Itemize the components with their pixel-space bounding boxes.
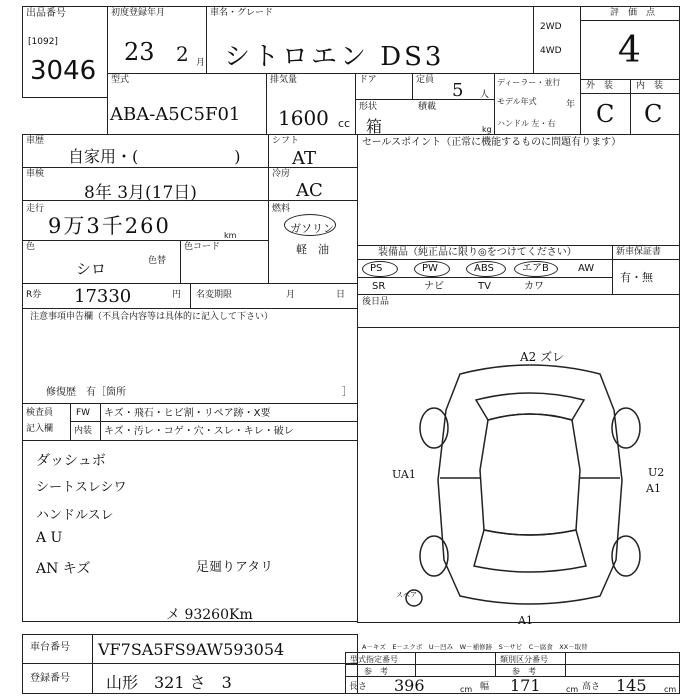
exterior-value: C <box>596 100 615 128</box>
inspector-label-1: 検査員 <box>26 408 54 418</box>
sales-point-box <box>357 134 680 246</box>
equip-leather: カワ <box>524 281 544 292</box>
class-ref-label: 参 考 <box>512 667 536 676</box>
fuel-label: 燃料 <box>272 204 291 214</box>
ac-label: 冷房 <box>272 169 291 179</box>
shape-value: 箱 <box>366 117 383 136</box>
interior-label: 内 装 <box>636 81 664 91</box>
door-label: ドア <box>359 75 377 85</box>
equip-aw: AW <box>578 263 595 274</box>
foot-note: 足廻りアタリ <box>196 560 274 575</box>
mileage-value: 9万3千260 <box>48 214 171 238</box>
rear-items-box <box>357 294 680 328</box>
length-label: 長さ <box>349 682 368 692</box>
diagram-top-mark: A2 ズレ <box>520 350 565 364</box>
ac-value: AC <box>296 180 323 201</box>
shift-label: シフト <box>272 136 300 146</box>
model-value: ABA-A5C5F01 <box>110 104 241 125</box>
equip-pw-circle <box>414 261 450 277</box>
r-value: 17330 <box>74 286 132 307</box>
diagram-left-mark: UA1 <box>392 468 416 481</box>
interior-value: C <box>644 100 663 128</box>
load-label: 積載 <box>418 102 437 112</box>
inspector-label-2: 記入欄 <box>26 424 54 434</box>
displacement-value: 1600 <box>278 106 329 130</box>
fw-label: FW <box>76 408 91 418</box>
hand-note-2: シートスレシワ <box>36 480 127 495</box>
warranty-label: 新車保証書 <box>616 247 662 257</box>
grade-label: 評 価 点 <box>610 8 656 18</box>
diagram-right-mark-1: U2 <box>648 466 665 479</box>
chassis-label: 車台番号 <box>30 642 70 653</box>
length-unit: cm <box>460 685 473 694</box>
lot-code: [1092] <box>28 37 58 47</box>
height-label: 高さ <box>582 682 601 692</box>
height-value: 145 <box>616 676 647 695</box>
type-number-label: 型式指定番号 <box>350 655 398 664</box>
door-value: 5 <box>452 80 464 101</box>
plate-label: 登録番号 <box>30 673 70 684</box>
lot-label: 出品番号 <box>26 8 66 19</box>
model-label: 型式 <box>111 75 130 85</box>
color-label: 色 <box>26 242 36 252</box>
yen-unit: 円 <box>172 290 182 300</box>
interior-insp-label: 内装 <box>74 426 93 436</box>
hand-note-3: ハンドルスレ <box>36 508 114 523</box>
grade-value: 4 <box>618 30 641 71</box>
spare-label: スペア <box>396 591 417 599</box>
diagram-right-mark-2: A1 <box>646 482 661 495</box>
meigi-label: 名変期限 <box>196 290 233 300</box>
handle-label: ハンドル 左・右 <box>497 119 556 128</box>
capacity-unit: 人 <box>480 90 490 100</box>
dealer-label: ディーラー・並行 <box>497 78 561 87</box>
chassis-value: VF7SA5FS9AW593054 <box>98 640 285 659</box>
warranty-value: 有・無 <box>620 271 653 284</box>
car-diagram <box>400 360 660 610</box>
fuel-circle <box>284 214 336 236</box>
meigi-month: 月 <box>286 290 296 300</box>
equip-navi: ナビ <box>424 281 444 292</box>
length-value: 396 <box>394 676 425 695</box>
model-year-label: モデル年式 <box>497 97 537 106</box>
capacity-label: 定員 <box>416 75 435 85</box>
equip-tv: TV <box>478 281 491 292</box>
repair-label: 修復歴 有［箇所 <box>46 387 126 398</box>
equip-ps-circle <box>362 261 398 277</box>
reg-month: 2 <box>176 42 189 66</box>
drive-2wd: 2WD <box>540 22 562 32</box>
fw-text: キズ・飛石・ヒビ割・リペア跡・X要 <box>104 408 271 419</box>
reg-year: 23 <box>124 38 155 66</box>
inspection-label: 車検 <box>26 169 45 179</box>
equipment-label: 装備品（純正品に限り◎をつけてください） <box>378 247 577 258</box>
drive-box <box>533 6 581 74</box>
type-ref-label: 参 考 <box>364 667 388 676</box>
history-value: 自家用・( ) <box>68 147 241 166</box>
equip-pw: PW <box>422 263 438 274</box>
equip-sr: SR <box>372 281 386 292</box>
height-unit: cm <box>664 685 677 694</box>
color-code-label: 色コード <box>184 242 221 252</box>
car-name: シトロエン DS3 <box>224 42 445 72</box>
history-label: 車歴 <box>26 136 45 146</box>
equip-abs: ABS <box>474 263 494 274</box>
fuel-value: ガソリン <box>290 222 334 235</box>
meigi-day: 日 <box>336 290 346 300</box>
year-unit: 年 <box>566 100 576 110</box>
shape-label: 形状 <box>359 102 378 112</box>
interior-insp-text: キズ・汚レ・コゲ・穴・スレ・キレ・破レ <box>104 426 294 437</box>
notes-label: 注意事項申告欄（不具合内容等は具体的に記入して下さい） <box>30 312 274 322</box>
fuel-light-oil: 軽 油 <box>296 243 329 256</box>
equip-ps: PS <box>370 263 383 274</box>
color-value: シロ <box>76 260 107 278</box>
r-label: R券 <box>26 290 42 300</box>
km-unit: km <box>224 231 237 240</box>
kg-unit: kg <box>482 125 492 134</box>
inspection-value: 8年 3月(17日) <box>84 183 197 203</box>
hand-note-4: A U <box>36 530 63 546</box>
sales-point-label: セールスポイント（正常に機能するものに問題有ります） <box>362 137 622 148</box>
lot-number: 3046 <box>30 56 97 86</box>
hand-note-1: ダッシュボ <box>36 453 106 469</box>
rear-items-label: 後日品 <box>362 297 390 307</box>
equip-airbag-circle <box>514 261 558 277</box>
repair-close: ］ <box>342 387 352 398</box>
width-unit: cm <box>566 685 579 694</box>
shift-value: AT <box>292 148 317 169</box>
class-number-label: 類別区分番号 <box>500 655 548 664</box>
equip-abs-circle <box>466 261 506 277</box>
exterior-label: 外 装 <box>586 81 614 91</box>
hand-note-5: AN キズ <box>36 561 91 577</box>
odometer-note: メ 93260Km <box>166 607 253 623</box>
width-label: 幅 <box>480 682 490 692</box>
plate-value: 山形 321 さ 3 <box>106 673 232 692</box>
drive-4wd: 4WD <box>540 46 562 56</box>
cc-unit: cc <box>338 117 351 130</box>
displacement-label: 排気量 <box>270 75 298 85</box>
legend: A－キズ E－エクボ U－凹み W－補修跡 S－サビ C－腐食 XX－取替 <box>362 643 588 651</box>
first-reg-label: 初度登録年月 <box>111 8 166 18</box>
month-unit: 月 <box>196 58 206 68</box>
car-name-label: 車名・グレード <box>210 8 274 18</box>
equip-airbag: エアB <box>522 263 549 274</box>
width-value: 171 <box>510 676 541 695</box>
diagram-bottom-mark: A1 <box>518 614 533 627</box>
mileage-label: 走行 <box>26 204 45 214</box>
color-change-label: 色替 <box>148 256 167 266</box>
